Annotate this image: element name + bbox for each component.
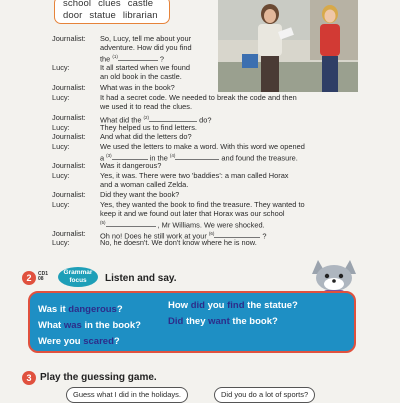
speaker: Lucy: [52,200,70,209]
speaker: Journalist: [52,113,86,122]
speaker: Lucy: [52,123,70,132]
dialogue-text: Did they want the book? [100,190,180,199]
dialogue-text: and a woman called Zelda. [100,180,189,189]
gap-number: (5) [100,220,106,225]
illustration [218,0,358,92]
q-text: you [204,300,228,311]
dialogue-text: They helped us to find letters. [100,123,197,132]
speech-bubble: Guess what I did in the holidays. [66,387,188,403]
dialogue-text: in the [147,153,170,163]
word-box [54,0,170,24]
q-text: How [168,300,191,311]
dialogue-text: ? [260,231,267,241]
cd-label: CD1 [38,271,49,277]
dialogue-text: and found the treasure. [219,153,298,163]
q-highlight: find [227,300,245,311]
speaker: Lucy: [52,238,70,247]
answer-gap-5[interactable] [106,226,156,227]
grammar-question [168,316,278,327]
speech-bubble: Did you do a lot of sports? [214,387,315,403]
answer-gap-1[interactable] [118,60,158,61]
speaker: Lucy: [52,171,70,180]
speaker: Lucy: [52,93,70,102]
track-number: 08 [38,276,44,282]
speaker: Lucy: [52,142,70,151]
word: librarian [122,10,158,21]
word: castle [127,0,154,9]
q-text: Was it [38,304,69,315]
word-row-2 [63,10,165,21]
q-highlight: want [208,316,230,327]
gap-number: (2) [143,115,150,120]
dialogue-text: What did the [100,115,144,125]
grammar-question [168,300,298,311]
q-highlight: scared [83,336,114,347]
speaker: Journalist: [52,190,86,199]
dialogue-text: And what did the letters do? [100,132,192,141]
word: school [63,0,92,9]
word: statue [89,10,116,21]
dialogue-text: We used the letters to make a word. With this word we opened [100,142,305,151]
dialogue-text: What was in the book? [100,83,175,92]
answer-gap-4[interactable] [175,159,219,160]
gap-number: (1) [112,54,118,59]
speaker: Journalist: [52,229,86,238]
dialogue-text: , Mr Williams. We were shocked. [155,220,265,230]
grammar-focus-badge [58,267,98,287]
word-row-1 [63,0,160,9]
dialogue-text: No, he doesn't. We don't know where he is now. [100,238,257,247]
dialogue-text: Yes, they wanted the book to find the treasure. They wanted to [100,200,305,209]
dialogue-text: adventure. How did you find [100,43,192,52]
q-highlight: dangerous [68,304,117,315]
q-text: What [38,320,64,331]
characters-illustration [218,0,358,92]
dialogue-text: Oh no! Does he still work at your [100,231,209,241]
dialogue-text: So, Lucy, tell me about your [100,34,192,43]
word: door [63,10,83,21]
speaker: Journalist: [52,83,86,92]
speaker: Journalist: [52,34,86,43]
dialogue-text: Yes, it was. There were two 'baddies': a man called Horax [100,171,289,180]
exercise-number-3: 3 [22,371,36,385]
q-text: they [183,316,209,327]
q-text: the statue? [244,300,298,311]
q-highlight: did [190,300,205,311]
badge-line-2: focus [69,277,87,284]
gap-number: (4) [169,153,176,158]
grammar-question [38,320,141,331]
dialogue-text: It had a secret code. We needed to break the code and then [100,93,297,102]
dialogue-text: we used it to read the clues. [100,102,193,111]
badge-line-1: Grammar [63,269,93,276]
q-text: Were you [38,336,84,347]
cd-track-label [38,272,48,282]
grammar-question [38,336,120,347]
dialogue-text: a [100,153,107,163]
q-text: in the book? [81,320,141,331]
gap-number: (3) [106,153,112,158]
dialogue-text: the [100,54,113,64]
q-text: the book? [229,316,278,327]
speaker: Journalist: [52,161,86,170]
dialogue-text [100,52,164,63]
exercise-2-instruction: Listen and say. [105,273,177,284]
dialogue-text: ? [157,54,164,64]
grammar-box [28,291,356,353]
q-highlight: Did [168,316,184,327]
exercise-number-2: 2 [22,271,36,285]
dialogue-text: an old book in the castle. [100,72,182,81]
dialogue-text: Was it dangerous? [100,161,162,170]
dialogue-text [100,218,265,229]
dialogue-text: It all started when we found [100,63,190,72]
gap-number: (6) [208,231,215,236]
speaker: Journalist: [52,132,86,141]
grammar-question [38,304,123,315]
q-highlight: was [63,320,82,331]
exercise-3-instruction: Play the guessing game. [40,372,157,383]
dialogue-text: keep it and we found out later that Horax was our school [100,209,285,218]
word: clues [98,0,121,9]
speaker: Lucy: [52,63,70,72]
dialogue-text: do? [197,115,212,125]
q-text: ? [116,304,123,315]
q-text: ? [113,336,120,347]
